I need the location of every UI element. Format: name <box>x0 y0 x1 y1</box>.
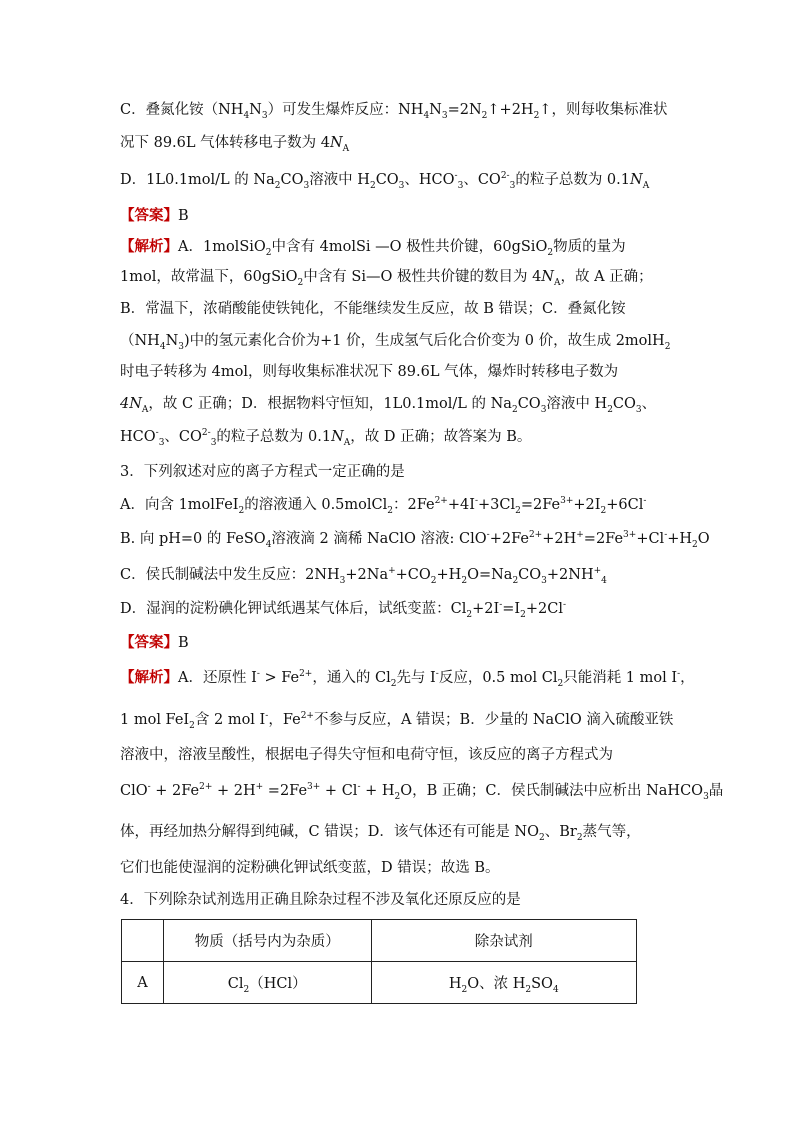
q2-analysis-line4: $(NH_4N_3)$中的氢元素化合价为+1 价，生成氢气后化合价变为 0 价，故生成 2molH$_2$ <box>120 333 671 352</box>
q2-option-c-line2: 况下 89.6L 气体转移电子数为 $4N_A$ <box>120 135 350 154</box>
q3-stem: 3．下列叙述对应的离子方程式一定正确的是 <box>120 464 405 480</box>
answer-value: B <box>178 208 189 224</box>
q3-analysis-line1: 【解析】A．还原性 $I^- > Fe^{2+}$，通入的 $Cl_2$先与 I-反应，0.5 mol $Cl_2$只能消耗 1 mol I-， <box>120 669 695 689</box>
q2-option-c-line1: C．叠氮化铵$(NH_4N_3)$可发生爆炸反应：$NH_4N_3=2N_2↑+2H_2↑$，则每收集标准状 <box>120 102 668 121</box>
table-row <box>122 962 637 1004</box>
q3-analysis-line6: 它们也能使湿润的淀粉碘化钾试纸变蓝，D 错误；故选 B。 <box>120 860 500 876</box>
row-substance: $Cl_2(HCl)$ <box>163 962 371 1004</box>
answer-value: B <box>178 635 189 651</box>
q4-table <box>121 919 637 1004</box>
q3-analysis-line5: 体，再经加热分解得到纯碱，C 错误；D．该气体还有可能是 $NO_2$、$Br_2$蒸气等， <box>120 824 641 843</box>
answer-tag: 【答案】 <box>120 634 178 651</box>
q3-analysis-line3: 溶液中，溶液呈酸性，根据电子得失守恒和电荷守恒，该反应的离子方程式为 <box>120 747 613 763</box>
q2-option-d: D．1L0.1mol/L 的 $Na_2CO_3$溶液中 $H_2CO_3$、$HCO^-_3$、$CO^{2-}_3$的粒子总数为 $0.1N_A$ <box>120 171 650 191</box>
q3-analysis-line4: $ClO^- + 2Fe^{2+} + 2H^+ =2Fe^{3+} + Cl^- + H_2O$，B 正确；C．侯氏制碱法中应析出 NaHCO$_3$晶 <box>120 782 724 802</box>
q2-analysis-line7: $HCO^-_3$、$CO^{2-}_3$的粒子总数为 $0.1N_A$，故 D 正确；故答案为 B。 <box>120 428 532 448</box>
q2-analysis-line3: B．常温下，浓硝酸能使铁钝化，不能继续发生反应，故 B 错误；C．叠氮化铵 <box>120 301 626 317</box>
q2-analysis-line6: $4N_A$，故 C 正确；D．根据物料守恒知，1L0.1mol/L 的 $Na_2CO_3$溶液中 $H_2CO_3$、 <box>120 396 657 415</box>
q2-answer <box>120 206 189 226</box>
table-header-cell: 除杂试剂 <box>371 920 636 962</box>
q2-analysis-line1: 【解析】A．1molSiO$_2$中含有 4molSi —O 极性共价键，60gSiO$_2$物质的量为 <box>120 238 626 258</box>
analysis-tag: 【解析】 <box>120 669 178 686</box>
table-header-row <box>122 920 637 962</box>
q2-analysis-line2: 1mol，故常温下，60gSiO$_2$中含有 Si—O 极性共价键的数目为 $4N_A$，故 A 正确； <box>120 269 653 288</box>
q3-option-c: C．侯氏制碱法中发生反应：$2NH_3+2Na^++CO_2+H_2O=Na_2CO_3+2NH^+_4$ <box>120 566 607 586</box>
row-reagent: $H_2O$、浓 $H_2SO_4$ <box>371 962 636 1004</box>
q3-answer <box>120 633 189 653</box>
table-header-cell: 物质（括号内为杂质） <box>163 920 371 962</box>
table-header-cell <box>122 920 164 962</box>
analysis-tag: 【解析】 <box>120 238 178 255</box>
q3-option-a: A．向含 1molFeI$_2$的溶液通入 0.5molCl$_2$：$2Fe^{2+}+4I^-+3Cl_2=2Fe^{3+}+2I_2+6Cl^-$ <box>120 496 647 516</box>
q3-option-b: B. 向 pH=0 的 FeSO$_4$溶液滴 2 滴稀 NaClO 溶液: $ClO^-+2Fe^{2+}+2H^+=2Fe^{3+}+Cl^-+H_2O$ <box>120 530 710 550</box>
q2-analysis-line5: 时电子转移为 4mol，则每收集标准状况下 89.6L 气体，爆炸时转移电子数为 <box>120 364 619 380</box>
q3-option-d: D．湿润的淀粉碘化钾试纸遇某气体后，试纸变蓝：$Cl_2+2I^-=I_2+2Cl^-$ <box>120 600 567 620</box>
answer-tag: 【答案】 <box>120 207 178 224</box>
q3-analysis-line2: 1 mol FeI$_2$含 2 mol I-，$Fe^{2+}$不参与反应，A 错误；B．少量的 NaClO 滴入硫酸亚铁 <box>120 711 674 731</box>
row-label: A <box>122 962 164 1004</box>
q4-stem: 4．下列除杂试剂选用正确且除杂过程不涉及氧化还原反应的是 <box>120 892 521 908</box>
